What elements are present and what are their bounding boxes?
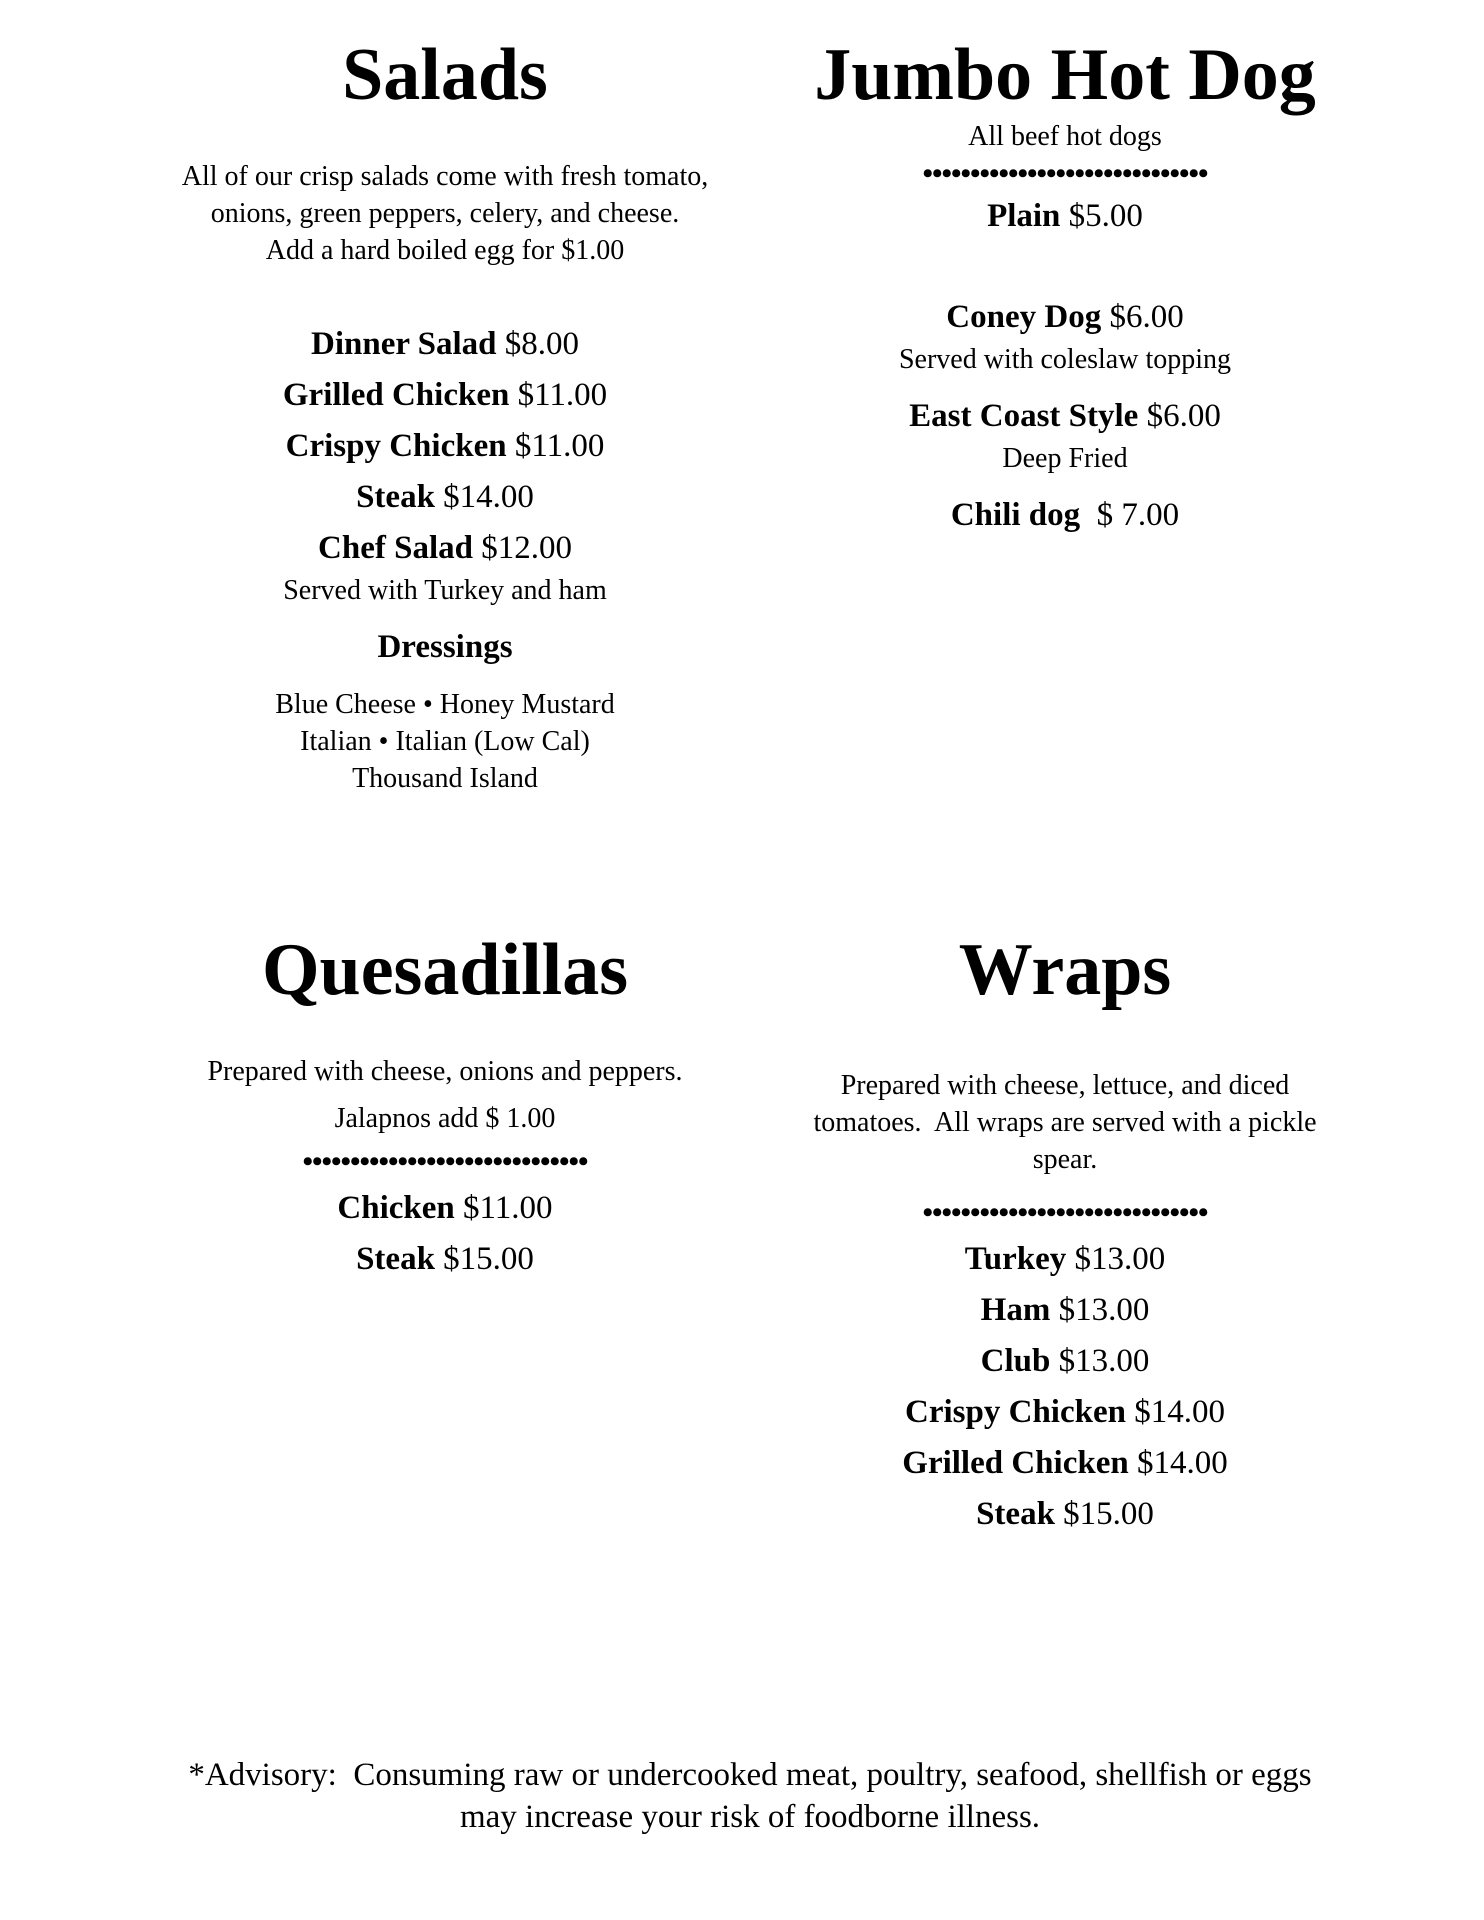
menu-item [765, 1387, 1365, 1438]
item-name: Ham [980, 1292, 1051, 1328]
menu-item [145, 319, 745, 370]
quesadillas-title: Quesadillas [262, 929, 628, 1011]
item-name: Turkey [964, 1241, 1067, 1277]
dressing-line: Thousand Island [352, 763, 538, 794]
hotdogs-description: All beef hot dogs [968, 121, 1162, 152]
wraps-section [765, 925, 1365, 1540]
item-price: $15.00 [434, 1241, 534, 1277]
item-price: $13.00 [1066, 1241, 1166, 1277]
menu-item [145, 370, 745, 421]
item-price: $14.00 [1128, 1445, 1228, 1481]
item-price: $6.00 [1101, 299, 1184, 335]
item-price: $5.00 [1060, 198, 1143, 234]
item-name: Chicken [337, 1190, 455, 1226]
dressings-heading: Dressings [377, 629, 513, 665]
menu-item [145, 472, 745, 523]
wraps-title: Wraps [958, 929, 1172, 1011]
salads-description-line: Add a hard boiled egg for $1.00 [265, 235, 625, 266]
food-safety-advisory [100, 1754, 1400, 1838]
item-price: $11.00 [454, 1190, 553, 1226]
dot-separator: •••••••••••••••••••••••••••••• [922, 157, 1208, 190]
menu-item [765, 391, 1365, 442]
menu-item [765, 1336, 1365, 1387]
menu-item [765, 1285, 1365, 1336]
salads-title: Salads [342, 34, 548, 116]
item-price: $ 7.00 [1080, 497, 1180, 533]
menu-item [145, 421, 745, 472]
item-name: Steak [976, 1496, 1055, 1532]
menu-item [145, 1234, 745, 1285]
menu-item [765, 1438, 1365, 1489]
item-name: East Coast Style [909, 398, 1139, 434]
dot-separator: •••••••••••••••••••••••••••••• [922, 1196, 1208, 1229]
item-price: $13.00 [1050, 1343, 1150, 1379]
item-price: $14.00 [1125, 1394, 1225, 1430]
item-note: Served with Turkey and ham [283, 575, 607, 606]
item-name: Grilled Chicken [282, 377, 510, 413]
item-price: $6.00 [1138, 398, 1221, 434]
item-note: Served with coleslaw topping [898, 344, 1232, 375]
item-note: Deep Fried [1002, 443, 1128, 474]
wraps-description-line: tomatoes. All wraps are served with a pickle [813, 1107, 1317, 1138]
menu-item [765, 490, 1365, 541]
menu-item [765, 1234, 1365, 1285]
dressing-line: Blue Cheese • Honey Mustard [275, 689, 615, 720]
item-name: Club [980, 1343, 1051, 1379]
wraps-description-line: spear. [1032, 1144, 1098, 1175]
dot-separator: •••••••••••••••••••••••••••••• [302, 1145, 588, 1178]
menu-item [765, 292, 1365, 343]
quesadillas-section [145, 925, 745, 1285]
menu-item [765, 191, 1365, 242]
item-name: Chili dog [950, 497, 1081, 533]
item-name: Plain [987, 198, 1061, 234]
salads-description-line: onions, green peppers, celery, and cheese. [210, 198, 680, 229]
item-price: $14.00 [434, 479, 534, 515]
item-name: Coney Dog [946, 299, 1102, 335]
quesadillas-addon: Jalapnos add $ 1.00 [334, 1103, 556, 1134]
item-name: Steak [356, 1241, 435, 1277]
salads-description-line: All of our crisp salads come with fresh tomato, [181, 161, 709, 192]
item-name: Steak [356, 479, 435, 515]
item-name: Crispy Chicken [285, 428, 507, 464]
menu-item [145, 523, 745, 574]
item-price: $11.00 [509, 377, 608, 413]
item-price: $8.00 [496, 326, 580, 362]
item-name: Crispy Chicken [905, 1394, 1126, 1430]
item-name: Dinner Salad [310, 326, 497, 362]
quesadillas-description: Prepared with cheese, onions and peppers. [207, 1056, 683, 1087]
hotdogs-section [765, 30, 1365, 541]
menu-item [765, 1489, 1365, 1540]
dressing-line: Italian • Italian (Low Cal) [300, 726, 590, 757]
advisory-line: *Advisory: Consuming raw or undercooked meat, poultry, seafood, shellfish or eggs [188, 1757, 1312, 1793]
advisory-line: may increase your risk of foodborne illness. [459, 1799, 1041, 1835]
item-name: Chef Salad [318, 530, 473, 566]
item-name: Grilled Chicken [902, 1445, 1129, 1481]
item-price: $11.00 [506, 428, 605, 464]
hotdogs-title: Jumbo Hot Dog [814, 34, 1316, 116]
item-price: $15.00 [1054, 1496, 1154, 1532]
item-price: $13.00 [1050, 1292, 1150, 1328]
item-price: $12.00 [472, 530, 572, 566]
menu-item [145, 1183, 745, 1234]
salads-section [145, 30, 745, 797]
wraps-description-line: Prepared with cheese, lettuce, and diced [840, 1070, 1290, 1101]
